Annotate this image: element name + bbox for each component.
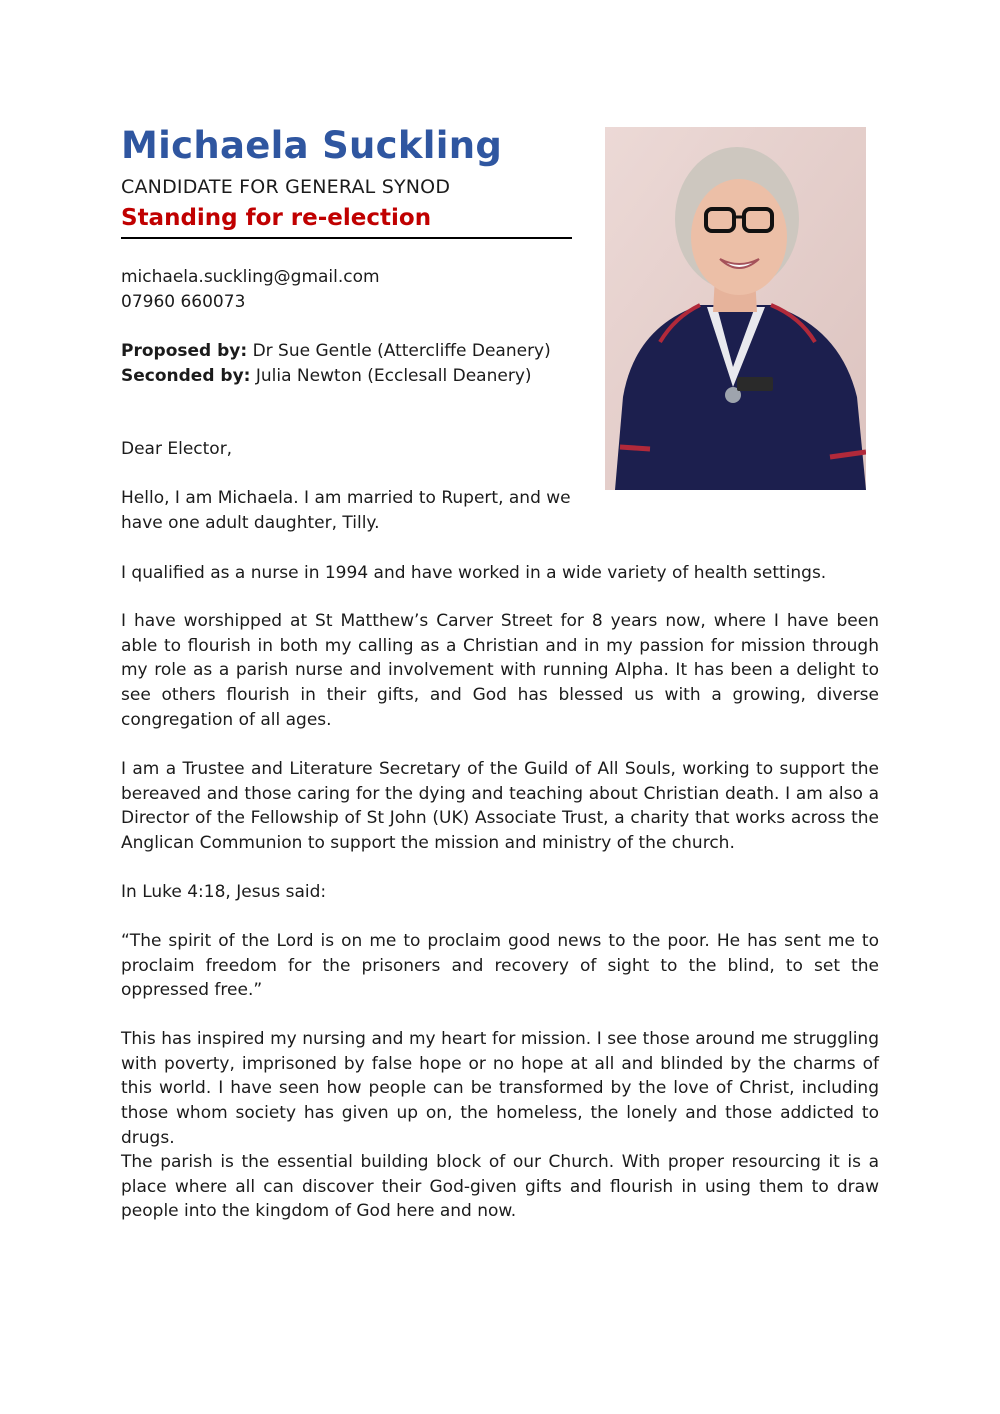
nominations-block [121, 339, 551, 389]
intro-line-2: have one adult daughter, Tilly. [121, 512, 380, 533]
seconded-value: Julia Newton (Ecclesall Deanery) [255, 366, 532, 386]
proposed-value: Dr Sue Gentle (Attercliffe Deanery) [252, 341, 551, 361]
paragraph-worship: I have worshipped at St Matthew’s Carver Street for 8 years now, where I have been able to flourish in both my calling as a Christian and in my passion for mission through my role as a parish nurse and involvement with running Alpha. It has been a delight to see others flourish in their gifts, and God has blessed us with a growing, diverse congregation of all ages. [121, 611, 879, 730]
header-divider [121, 237, 572, 239]
proposed-by [121, 339, 551, 364]
candidate-photo [605, 127, 866, 490]
phone-number: 07960 660073 [121, 292, 246, 312]
candidate-role: CANDIDATE FOR GENERAL SYNOD [121, 176, 451, 198]
scripture-quote: “The spirit of the Lord is on me to proclaim good news to the poor. He has sent me to proclaim freedom for the prisoners and recovery of sight to the blind, to set the oppressed free.” [121, 931, 879, 1001]
seconded-label: Seconded by: [121, 366, 251, 386]
email-link[interactable]: michaela.suckling@gmail.com [121, 267, 380, 287]
contact-block [121, 265, 380, 315]
paragraph-trustee: I am a Trustee and Literature Secretary of the Guild of All Souls, working to support the bereaved and those caring for the dying and teaching about Christian death. I am also a Director of the Fellowship of St John (UK) Associate Trust, a charity that works across the Anglican Communion to support the mission and ministry of the church. [121, 759, 879, 854]
proposed-label: Proposed by: [121, 341, 248, 361]
seconded-by [121, 364, 551, 389]
candidate-portrait [605, 127, 866, 490]
intro-paragraph [121, 486, 581, 535]
candidate-name: Michaela Suckling [121, 124, 503, 167]
paragraph-qualification: I qualified as a nurse in 1994 and have worked in a wide variety of health settings. [121, 563, 827, 583]
election-status: Standing for re-election [121, 205, 432, 231]
greeting: Dear Elector, [121, 439, 233, 459]
paragraph-parish: The parish is the essential building block of our Church. With proper resourcing it is a place where all can discover their God-given gifts and flourish in using them to draw people into the kingdom of God here and now. [121, 1152, 879, 1222]
intro-line-1: Hello, I am Michaela. I am married to Rupert, and we [121, 488, 571, 508]
paragraph-luke: In Luke 4:18, Jesus said: [121, 882, 327, 902]
paragraph-mission: This has inspired my nursing and my heart for mission. I see those around me struggling with poverty, imprisoned by false hope or no hope at all and blinded by the charms of this world. I have seen how people can be transformed by the love of Christ, including those whom society has given up on, the homeless, the lonely and those addicted to drugs. [121, 1029, 879, 1148]
